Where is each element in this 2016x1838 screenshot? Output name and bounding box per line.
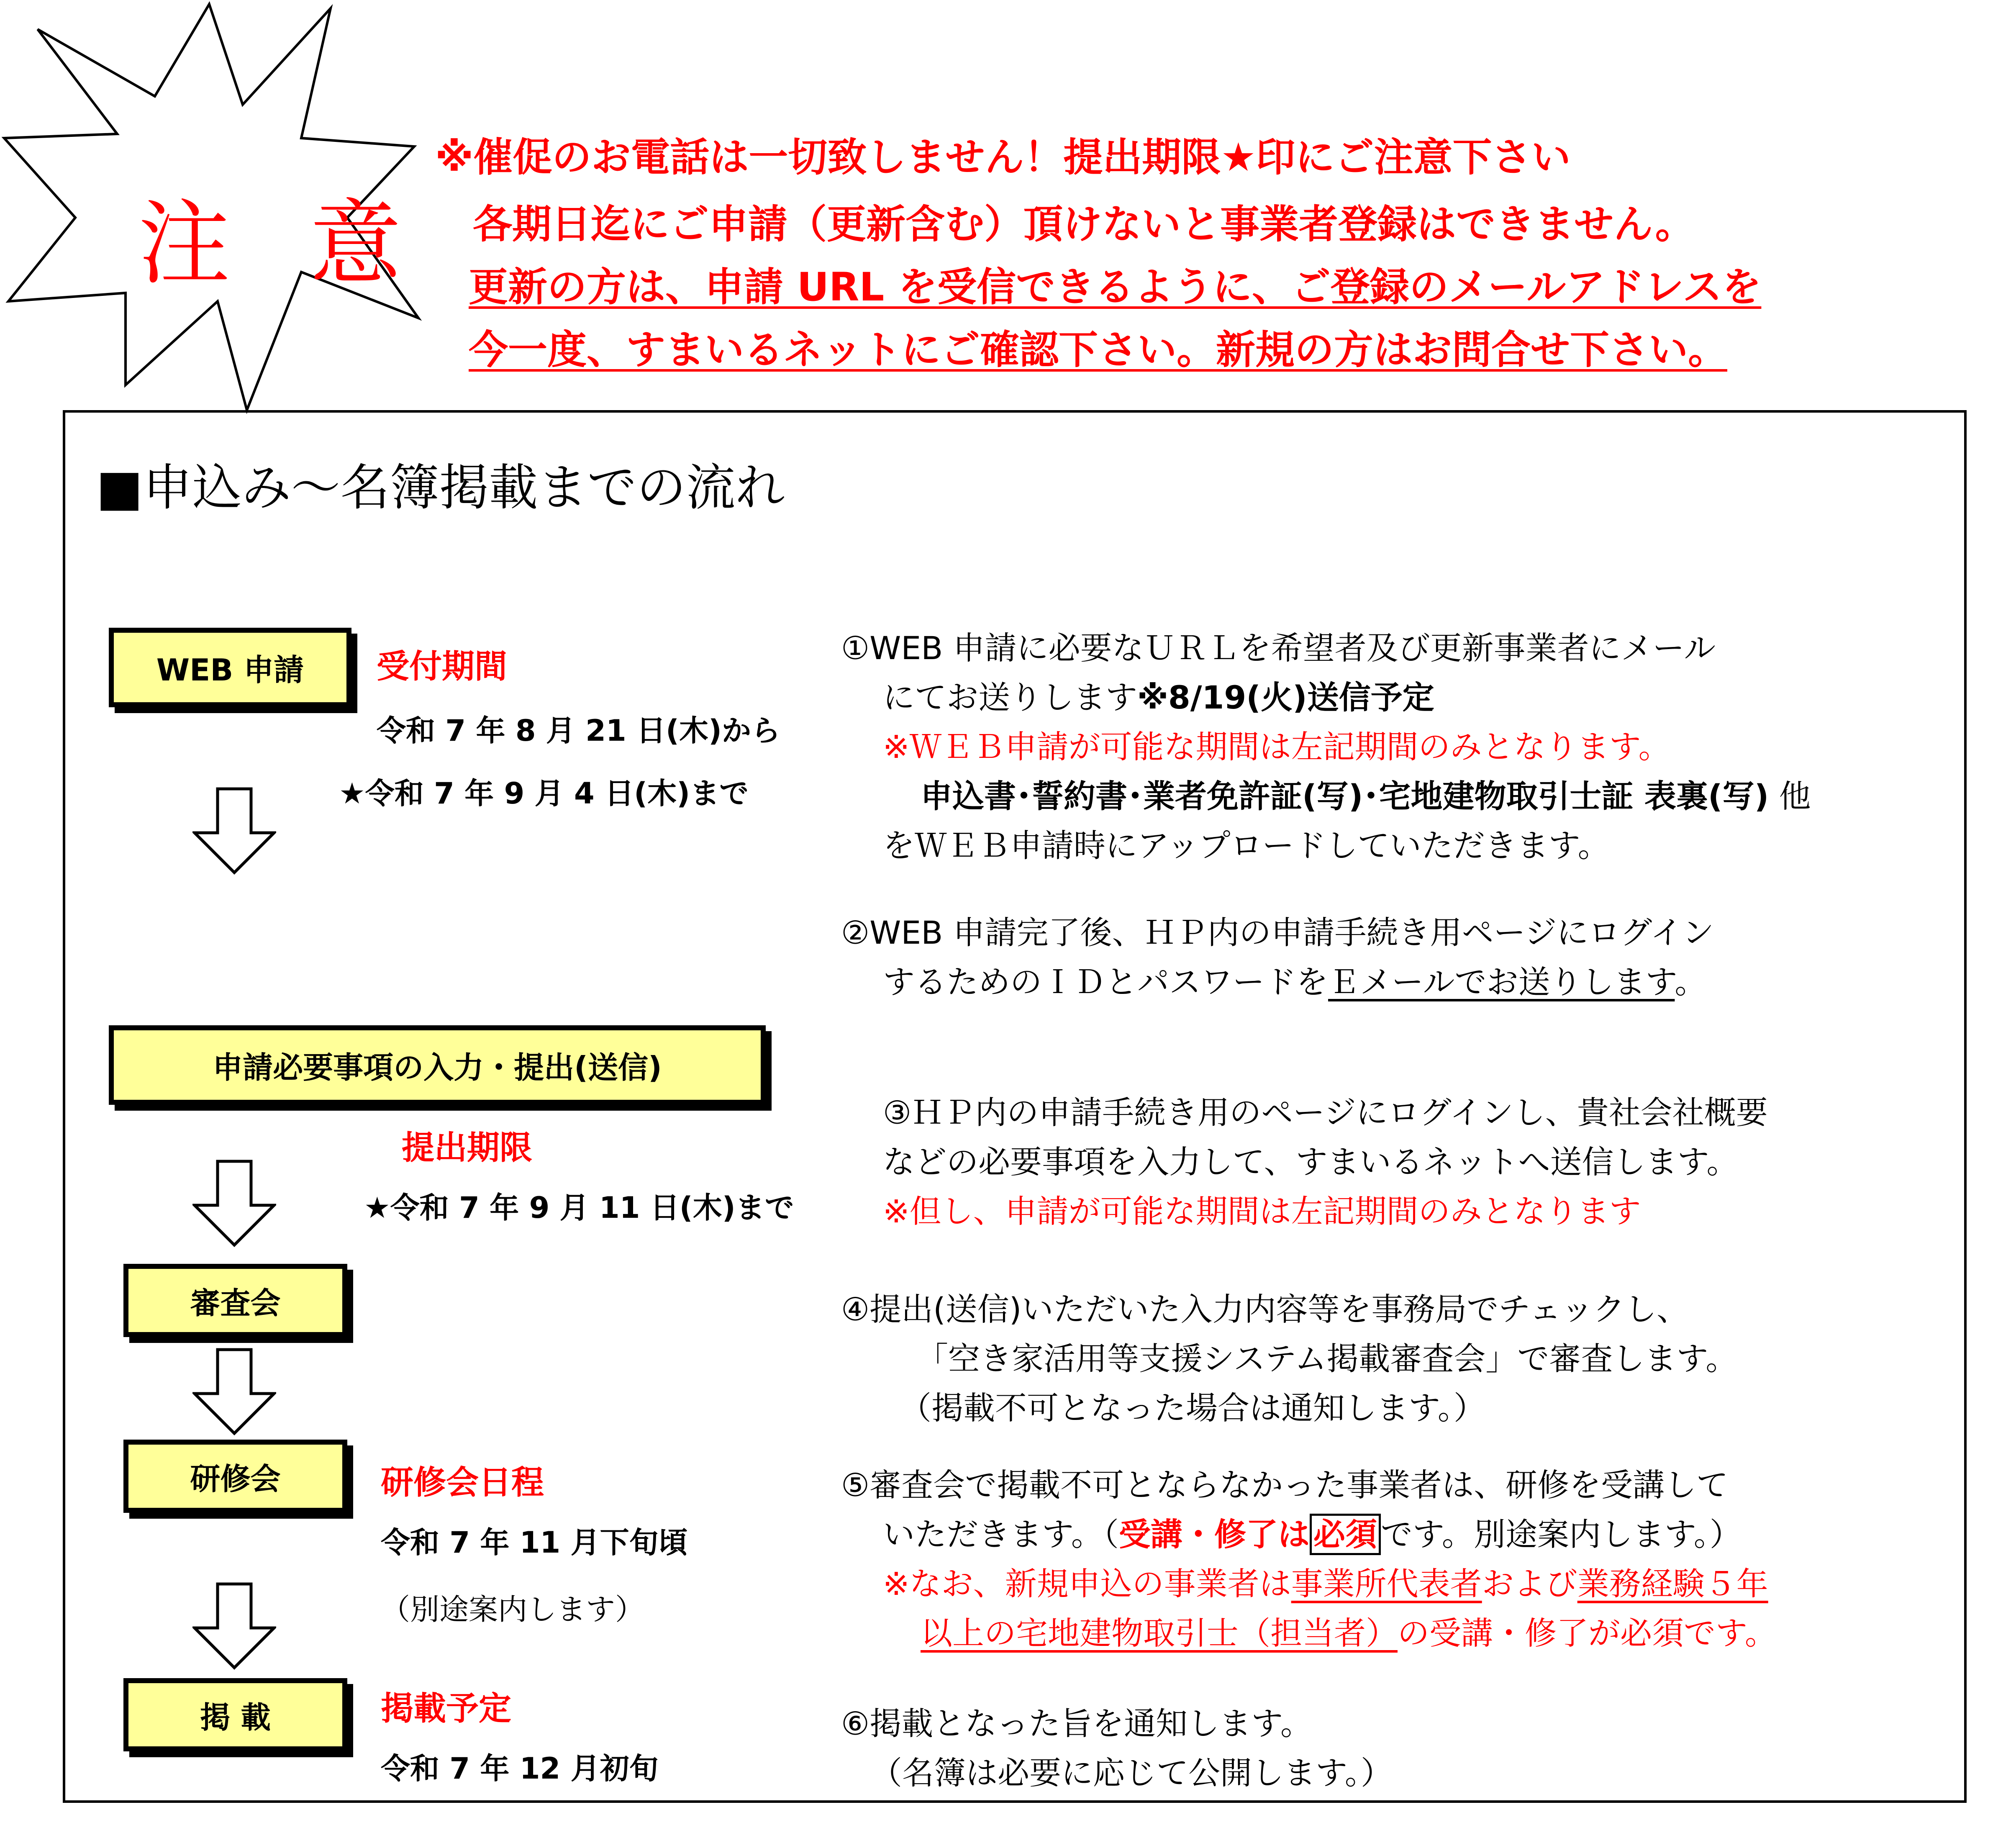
desc-required-docs: 申込書･誓約書･業者免許証(写)･宅地建物取引士証 表裏(写): [921, 778, 1769, 815]
desc-4-line-2: 「空き家活用等支援システム掲載審査会」で審査します。: [916, 1340, 1738, 1377]
desc-3-line-2: などの必要事項を入力して、すまいるネットへ送信します。: [883, 1143, 1739, 1181]
desc-text: するためのＩＤとパスワードを: [883, 963, 1328, 1001]
desc-5-line-1: ⑤審査会で掲載不可とならなかった事業者は、研修を受講して: [841, 1466, 1729, 1504]
desc-1-line-1: ①WEB 申請に必要なＵＲＬを希望者及び更新事業者にメール: [841, 629, 1716, 667]
desc-2-line-1: ②WEB 申請完了後、ＨＰ内の申請手続き用ページにログイン: [841, 914, 1714, 951]
desc-1-line-4: [921, 772, 1811, 821]
desc-send-schedule: ※8/19(火)送信予定: [1137, 679, 1434, 716]
step-label: WEB 申請: [156, 652, 304, 688]
desc-text: ※なお、新規申込の事業者は: [883, 1565, 1291, 1602]
publish-date: 令和 7 年 12 月初旬: [381, 1751, 659, 1786]
desc-representative: 事業所代表者: [1291, 1565, 1482, 1602]
step-review-meeting: [123, 1264, 347, 1337]
desc-1-line-3: ※ＷＥＢ申請が可能な期間は左記期間のみとなります。: [883, 728, 1670, 765]
step-label: 申請必要事項の入力・提出(送信): [213, 1050, 662, 1085]
desc-3-line-1: ③ＨＰ内の申請手続き用のページにログインし、貴社会社概要: [883, 1094, 1768, 1131]
desc-text: にてお送りします: [883, 679, 1137, 716]
step-publication: [123, 1678, 347, 1751]
desc-text: および: [1482, 1565, 1577, 1602]
publish-schedule-title: 掲載予定: [381, 1690, 512, 1728]
training-note: （別途案内します）: [381, 1592, 644, 1627]
notice-line-3: 更新の方は、申請 URL を受信できるように、ご登録のメールアドレスを: [469, 264, 1762, 310]
training-schedule-title: 研修会日程: [381, 1464, 544, 1502]
desc-text: です。別途案内します。）: [1380, 1516, 1742, 1553]
step-web-application: [109, 628, 351, 707]
desc-licensed-agent: 以上の宅地建物取引士（担当者）: [921, 1615, 1398, 1652]
training-date: 令和 7 年 11 月下旬頃: [381, 1525, 688, 1560]
desc-6-line-2: （名簿は必要に応じて公開します。）: [870, 1754, 1393, 1792]
desc-text: の受講・修了が必須です。: [1398, 1615, 1777, 1652]
desc-6-line-1: ⑥掲載となった旨を通知します。: [841, 1705, 1313, 1742]
down-arrow-icon: [192, 787, 276, 875]
reception-period-title: 受付期間: [377, 648, 508, 685]
desc-2-line-2: [883, 958, 1706, 1007]
step-training: [123, 1440, 347, 1513]
desc-4-line-1: ④提出(送信)いただいた入力内容等を事務局でチェックし、: [841, 1291, 1689, 1328]
desc-5-line-2: [883, 1510, 1742, 1559]
desc-5-line-4: [921, 1609, 1777, 1658]
desc-text: 。: [1675, 963, 1707, 1001]
down-arrow-icon: [192, 1159, 276, 1247]
step-label: 審査会: [190, 1285, 281, 1321]
desc-required-boxed: 必須: [1310, 1514, 1381, 1555]
step-label: 掲 載: [200, 1699, 271, 1735]
desc-5-line-3: [883, 1559, 1768, 1609]
down-arrow-icon: [192, 1348, 276, 1435]
down-arrow-icon: [192, 1582, 276, 1670]
desc-1-line-2: [883, 673, 1434, 722]
desc-attendance-required: 受講・修了は: [1118, 1516, 1310, 1553]
desc-text: いただきます。（: [883, 1516, 1119, 1553]
deadline-title: 提出期限: [402, 1129, 533, 1167]
notice-line-4: 今一度、すまいるネットにご確認下さい。新規の方はお問合せ下さい。: [469, 327, 1728, 373]
notice-burst-label: 注 意: [138, 190, 427, 297]
reception-until-date: ★令和 7 年 9 月 4 日(木)まで: [339, 776, 749, 811]
desc-1-line-5: をＷＥＢ申請時にアップロードしていただきます。: [883, 827, 1610, 864]
desc-3-line-3: ※但し、申請が可能な期間は左記期間のみとなります: [883, 1193, 1641, 1230]
step-label: 研修会: [190, 1461, 281, 1497]
desc-4-line-3: （掲載不可となった場合は通知します。）: [900, 1389, 1485, 1427]
reception-from-date: 令和 7 年 8 月 21 日(木)から: [377, 714, 781, 748]
desc-text: 他: [1769, 778, 1811, 815]
notice-line-2: 各期日迄にご申請（更新含む）頂けないと事業者登録はできません。: [473, 202, 1695, 247]
step-input-submit: [109, 1025, 766, 1105]
desc-email-underlined: Ｅメールでお送りします: [1328, 963, 1675, 1001]
flow-heading: ■申込み～名簿掲載までの流れ: [96, 459, 785, 516]
notice-line-1: ※催促のお電話は一切致しません！提出期限★印にご注意下さい: [435, 135, 1571, 180]
desc-experience: 業務経験５年: [1577, 1565, 1768, 1602]
deadline-date: ★令和 7 年 9 月 11 日(木)まで: [364, 1191, 794, 1225]
